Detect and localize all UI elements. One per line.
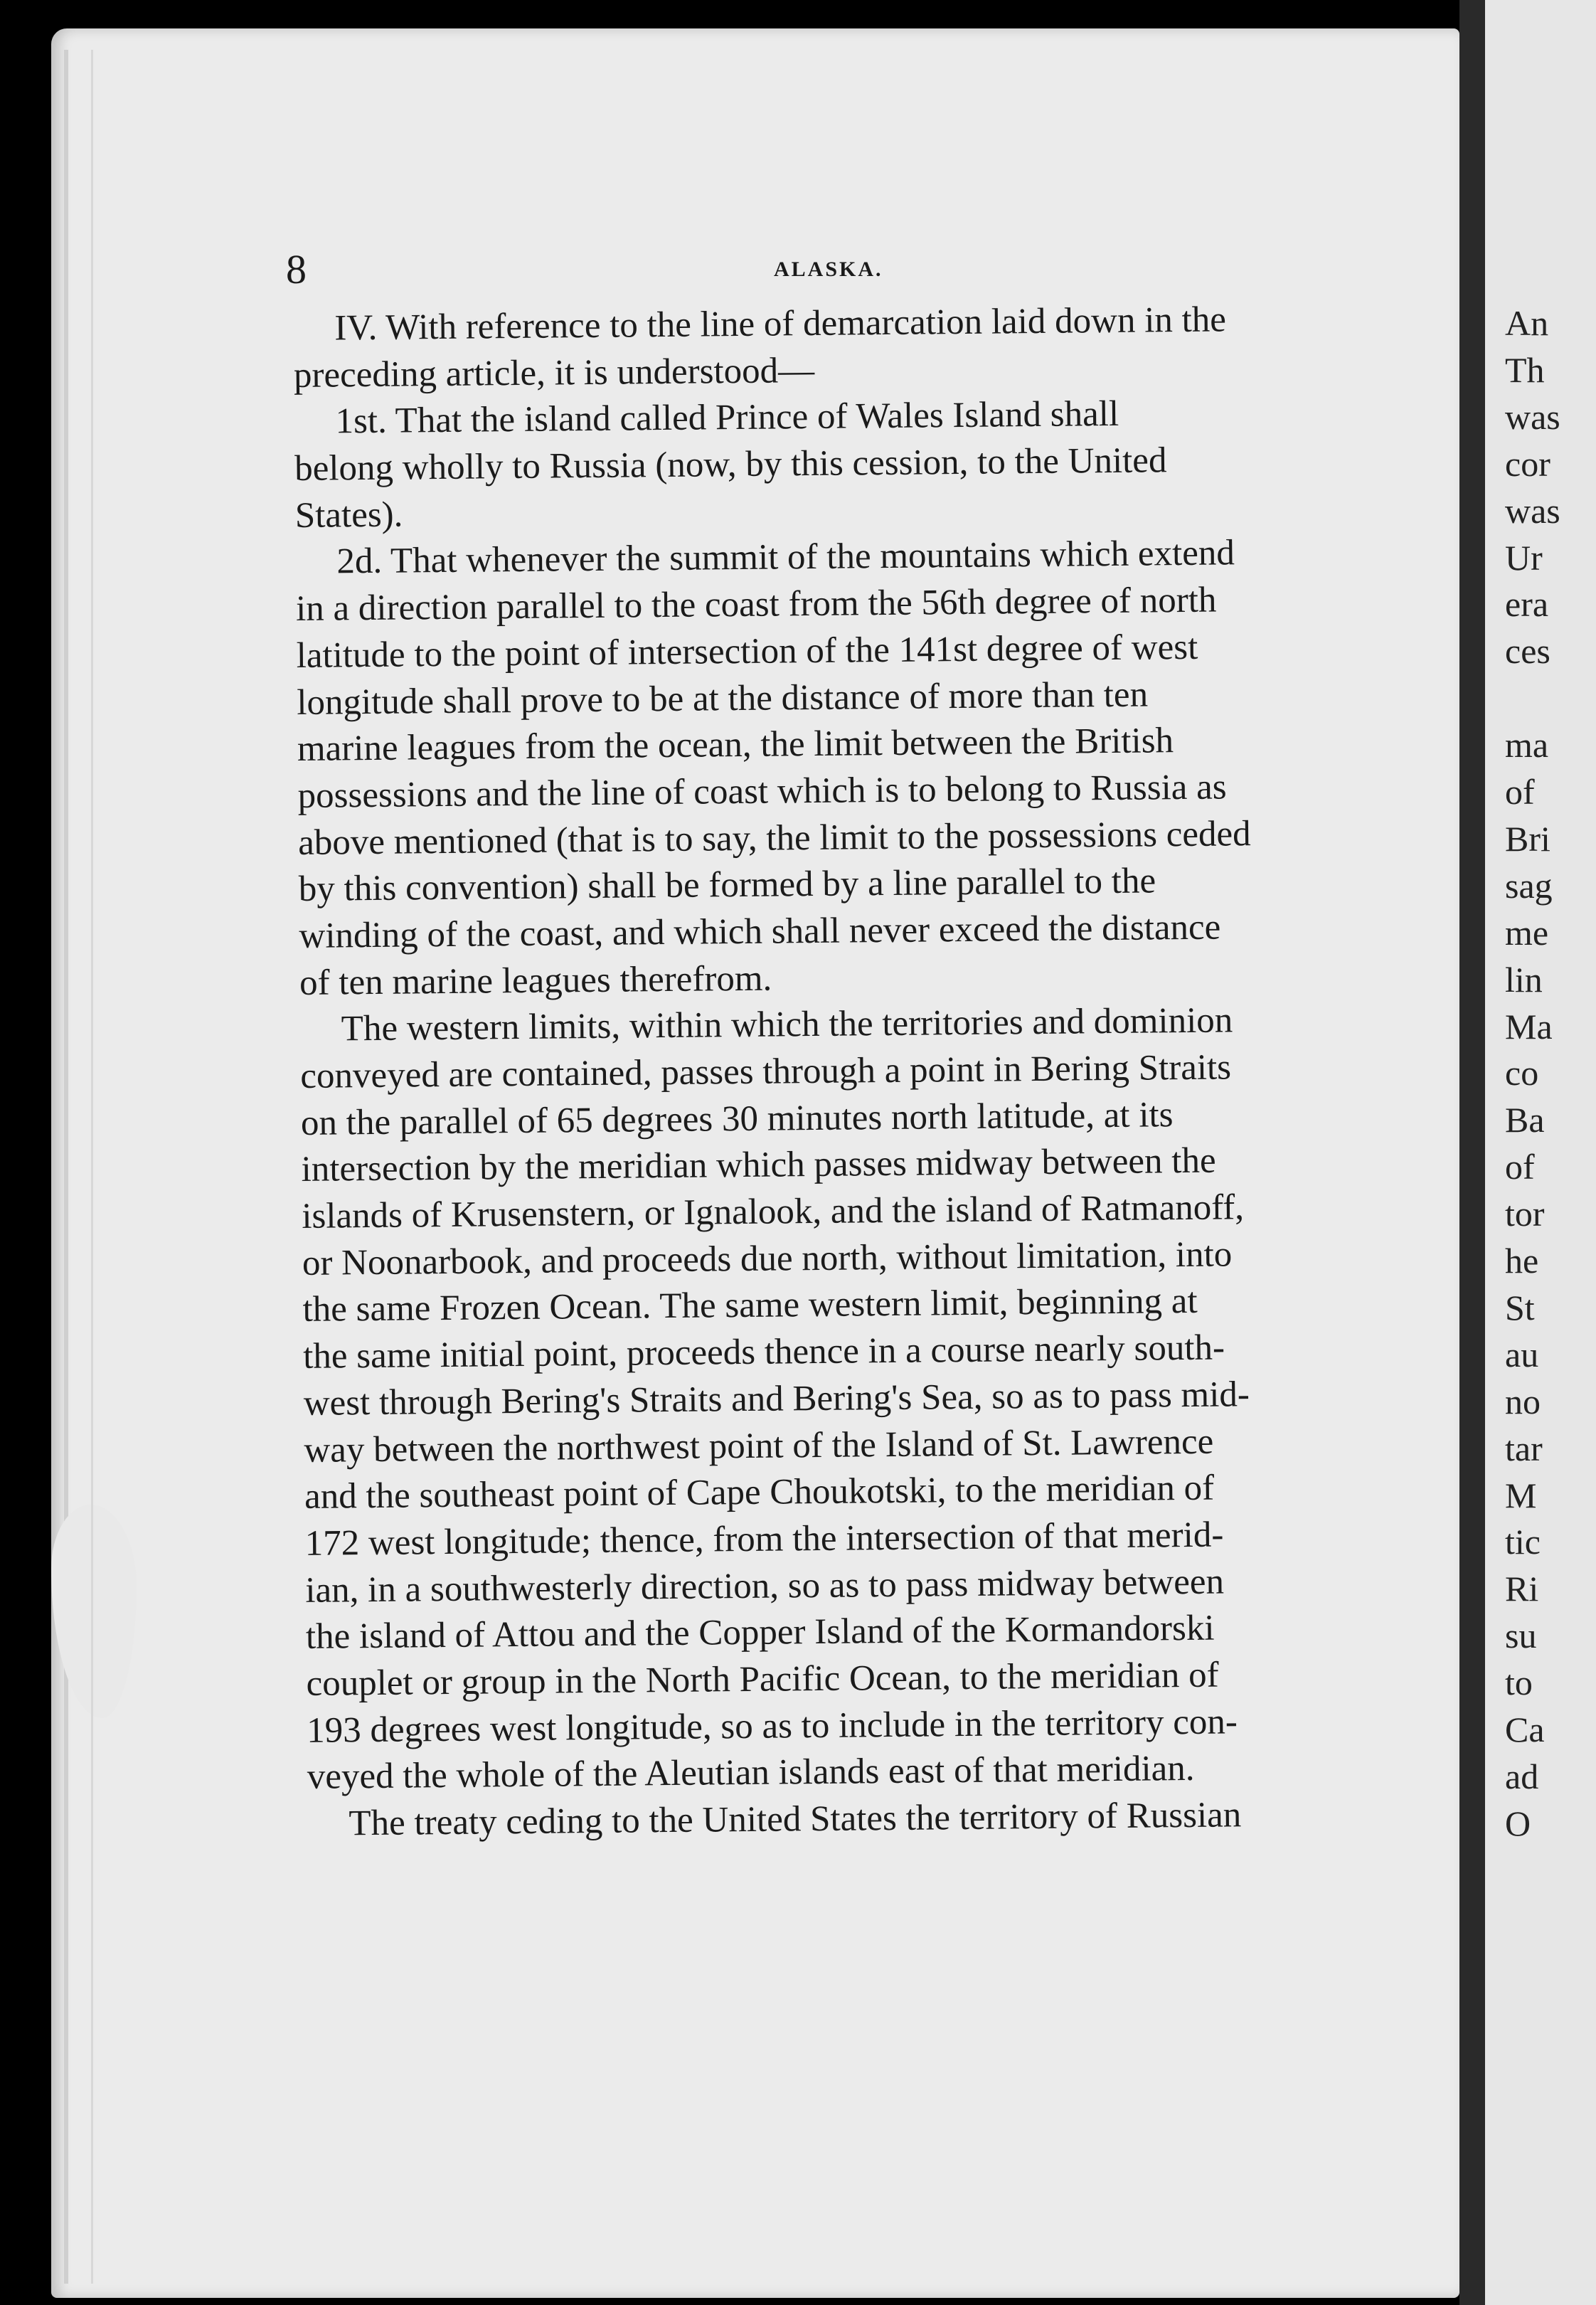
facing-page-fragment: ces [1505,631,1550,672]
text-line: the same Frozen Ocean. The same western limit, beginning at [302,1281,1198,1330]
facing-page-fragment: Bri [1505,818,1550,859]
facing-page-fragment: Th [1505,349,1545,390]
text-line: or Noonarbook, and proceeds due north, without limitation, into [302,1234,1233,1283]
book-gutter [1459,0,1485,2305]
facing-page-fragment: me [1505,912,1549,953]
text-line: 2d. That whenever the summit of the mountains which extend [336,533,1235,582]
text-line: IV. With reference to the line of demarcation laid down in the [334,300,1227,349]
text-line: States). [294,494,403,536]
facing-page-fragment: was [1505,490,1560,531]
facing-page-fragment: sag [1505,865,1553,906]
text-line: belong wholly to Russia (now, by this cession, to the United [294,440,1167,489]
text-line: the island of Attou and the Copper Island of the Kormandorski [305,1608,1215,1658]
facing-page-fragment: M [1505,1475,1537,1515]
paper-damage-blot [51,1505,137,1718]
facing-page-fragment: ad [1505,1756,1539,1796]
text-line: longitude shall prove to be at the distance of more than ten [297,674,1149,723]
facing-page-fragment: su [1505,1616,1537,1656]
text-line: veyed the whole of the Aleutian islands east of that meridian. [307,1749,1195,1798]
text-line: west through Bering's Straits and Bering's Sea, so as to pass mid- [303,1374,1250,1424]
facing-page-fragment: tic [1505,1522,1541,1562]
running-head: ALASKA. [774,258,883,281]
text-line: marine leagues from the ocean, the limit between the British [297,721,1174,770]
body-text [293,295,1432,1848]
facing-page-fragment: St [1505,1287,1535,1328]
text-line: 1st. That the island called Prince of Wales Island shall [335,394,1119,442]
facing-page-fragment: era [1505,584,1549,625]
text-line: latitude to the point of intersection of the 141st degree of west [296,627,1198,676]
text-line: ian, in a southwesterly direction, so as to pass midway between [305,1562,1225,1611]
facing-page-fragment: tar [1505,1428,1543,1468]
facing-page-fragment: au [1505,1334,1539,1374]
facing-page-fragment: Ca [1505,1710,1545,1749]
facing-page-fragment: of [1505,1147,1535,1187]
text-line: conveyed are contained, passes through a point in Bering Straits [300,1047,1232,1096]
facing-page-fragment: no [1505,1381,1541,1421]
text-line: by this convention) shall be formed by a line parallel to the [298,861,1156,910]
text-line: above mentioned (that is to say, the limit to the possessions ceded [297,813,1251,863]
text-line: 193 degrees west longitude, so as to include in the territory con- [306,1701,1238,1751]
text-line: intersection by the meridian which passes midway between the [301,1140,1216,1190]
facing-page-fragment: co [1505,1053,1539,1093]
text-line: way between the northwest point of the Island of St. Lawrence [304,1421,1214,1471]
text-line: preceding article, it is understood— [293,350,815,396]
text-line: and the southeast point of Cape Choukotski, to the meridian of [304,1468,1215,1517]
text-line: 172 west longitude; thence, from the intersection of that merid- [304,1515,1224,1564]
facing-page-fragment: ma [1505,725,1549,765]
text-line: of ten marine leagues therefrom. [299,958,772,1003]
text-line: on the parallel of 65 degrees 30 minutes north latitude, at its [300,1094,1174,1143]
facing-page-fragment: of [1505,772,1535,812]
text-line: in a direction parallel to the coast from the 56th degree of north [295,580,1217,630]
facing-page-fragment: cor [1505,443,1550,484]
facing-page-fragment: Ri [1505,1569,1539,1609]
text-line: possessions and the line of coast which is to belong to Russia as [297,767,1227,816]
text-line: The treaty ceding to the United States the territory of Russian [349,1795,1242,1844]
text-line: The western limits, within which the territories and dominion [341,1000,1233,1049]
text-line: couplet or group in the North Pacific Ocean, to the meridian of [306,1655,1219,1704]
text-line: islands of Krusenstern, or Ignalook, and the island of Ratmanoff, [302,1187,1245,1237]
facing-page-fragment: to [1505,1663,1533,1703]
facing-page-fragment: lin [1505,959,1543,1000]
text-line: the same initial point, proceeds thence in a course nearly south- [302,1328,1225,1377]
facing-page-edge [1485,0,1596,2305]
facing-page-fragment: O [1505,1803,1531,1843]
facing-page-fragment: Ba [1505,1100,1545,1140]
facing-page-fragment: he [1505,1241,1539,1281]
text-line: winding of the coast, and which shall never exceed the distance [299,907,1221,956]
facing-page-fragment: An [1505,303,1549,343]
facing-page-fragment: tor [1505,1194,1545,1234]
facing-page-fragment: Ur [1505,537,1543,578]
facing-page-fragment: was [1505,396,1560,437]
facing-page-fragment: Ma [1505,1006,1553,1046]
page-number: 8 [286,246,307,292]
